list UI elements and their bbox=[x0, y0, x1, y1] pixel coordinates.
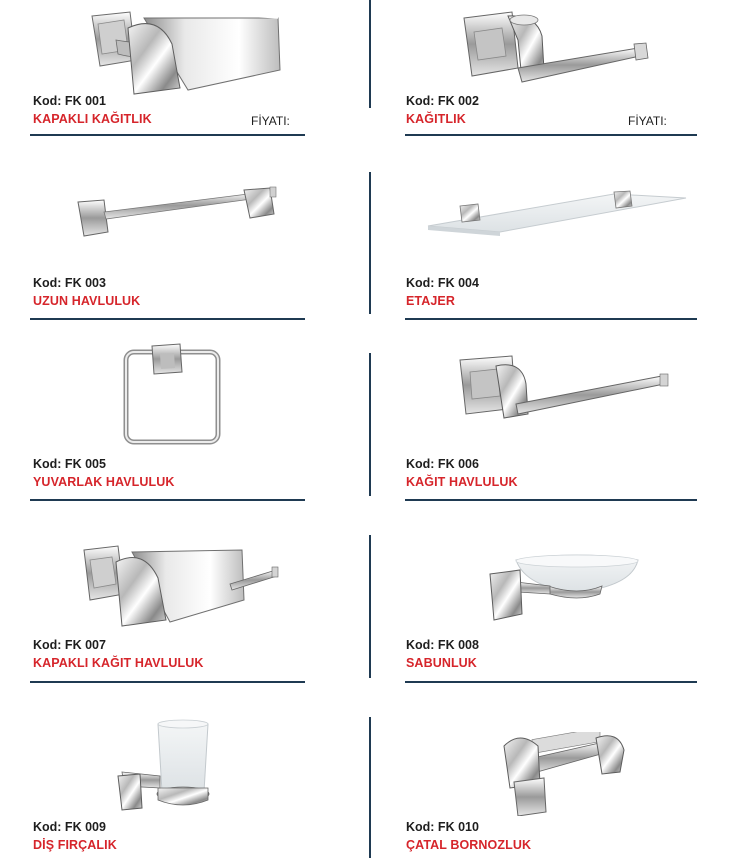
column-divider bbox=[369, 0, 371, 108]
row-divider bbox=[405, 134, 697, 136]
product-code: Kod: FK 004 bbox=[406, 276, 479, 290]
product-name: SABUNLUK bbox=[406, 656, 477, 670]
product-name: KAĞITLIK bbox=[406, 112, 466, 126]
glass-shelf-icon bbox=[424, 186, 688, 246]
product-name: KAPAKLI KAĞIT HAVLULUK bbox=[33, 656, 204, 670]
product-name: UZUN HAVLULUK bbox=[33, 294, 141, 308]
product-name: KAĞIT HAVLULUK bbox=[406, 475, 518, 489]
robe-hook-icon bbox=[496, 732, 632, 816]
row-divider bbox=[30, 318, 305, 320]
product-code: Kod: FK 005 bbox=[33, 457, 106, 471]
product-code: Kod: FK 003 bbox=[33, 276, 106, 290]
product-code: Kod: FK 009 bbox=[33, 820, 106, 834]
paper-holder-icon bbox=[458, 10, 658, 98]
toothbrush-holder-icon bbox=[114, 718, 224, 812]
covered-paper-holder-icon bbox=[88, 10, 288, 102]
product-code: Kod: FK 008 bbox=[406, 638, 479, 652]
price-label: FİYATI: bbox=[628, 114, 667, 128]
product-name: KAPAKLI KAĞITLIK bbox=[33, 112, 152, 126]
product-name: ETAJER bbox=[406, 294, 455, 308]
soap-dish-icon bbox=[486, 552, 646, 626]
product-name: YUVARLAK HAVLULUK bbox=[33, 475, 175, 489]
product-code: Kod: FK 007 bbox=[33, 638, 106, 652]
product-name: DİŞ FIRÇALIK bbox=[33, 838, 117, 852]
column-divider bbox=[369, 535, 371, 678]
column-divider bbox=[369, 172, 371, 314]
row-divider bbox=[405, 681, 697, 683]
product-code: Kod: FK 006 bbox=[406, 457, 479, 471]
product-name: ÇATAL BORNOZLUK bbox=[406, 838, 532, 852]
product-code: Kod: FK 002 bbox=[406, 94, 479, 108]
product-code: Kod: FK 001 bbox=[33, 94, 106, 108]
row-divider bbox=[405, 499, 697, 501]
product-code: Kod: FK 010 bbox=[406, 820, 479, 834]
price-label: FİYATI: bbox=[251, 114, 290, 128]
row-divider bbox=[405, 318, 697, 320]
towel-bar-icon bbox=[74, 184, 284, 244]
row-divider bbox=[30, 681, 305, 683]
row-divider bbox=[30, 134, 305, 136]
column-divider bbox=[369, 353, 371, 496]
column-divider bbox=[369, 717, 371, 858]
covered-paper-towel-holder-icon bbox=[80, 544, 280, 632]
towel-ring-icon bbox=[120, 342, 224, 446]
row-divider bbox=[30, 499, 305, 501]
paper-towel-holder-icon bbox=[456, 354, 672, 426]
